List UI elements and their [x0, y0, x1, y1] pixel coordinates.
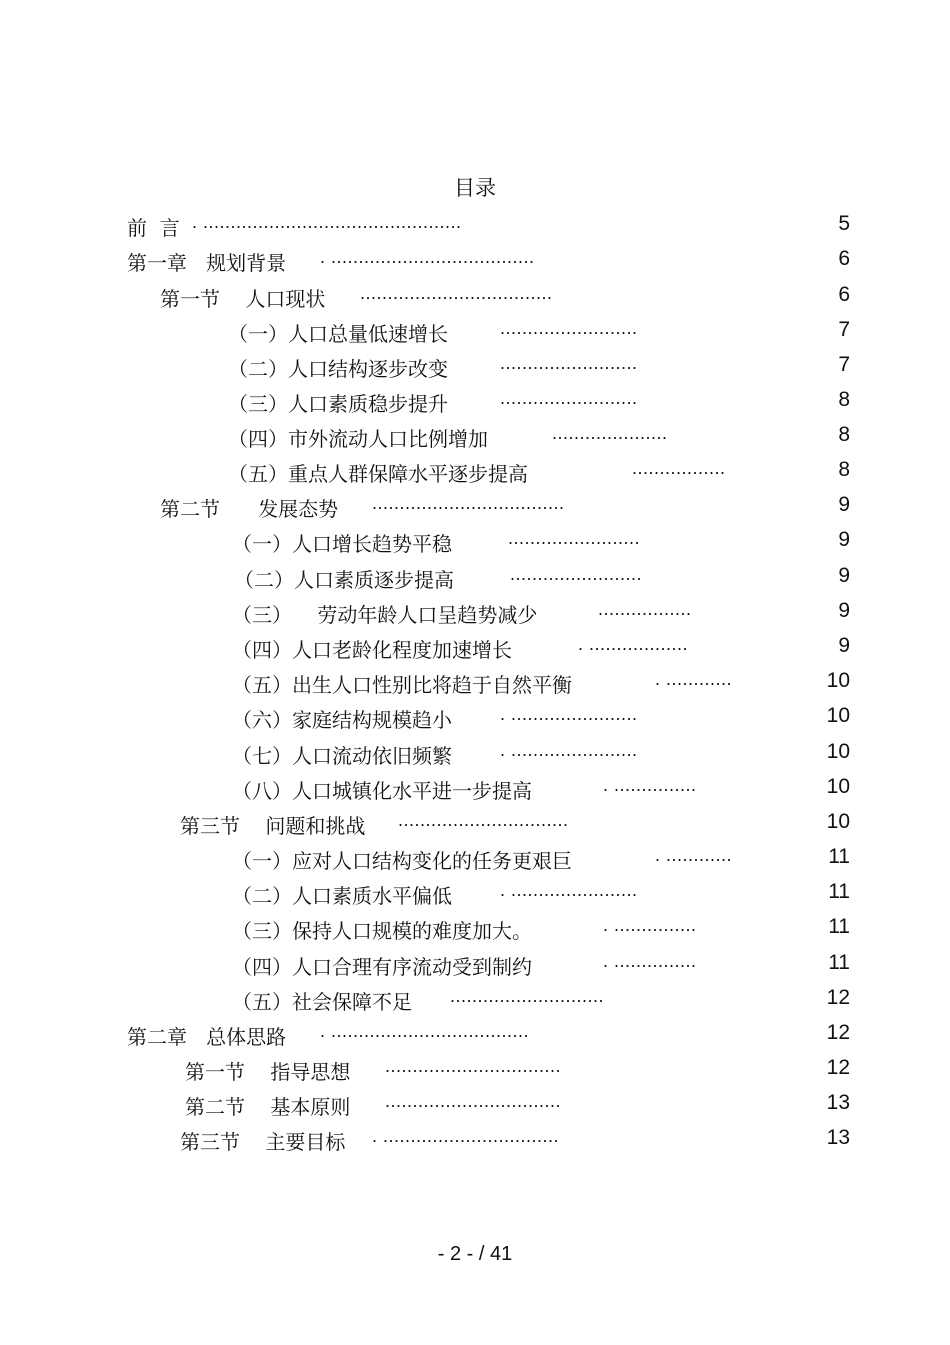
- toc-entry-label: 第三节 主要目标: [180, 1130, 346, 1154]
- toc-dot-leader: . ................................: [372, 1126, 560, 1146]
- toc-dot-leader: ...............................: [398, 810, 569, 830]
- toc-entry[interactable]: [0, 423, 950, 458]
- toc-entry[interactable]: [0, 388, 950, 423]
- toc-dot-leader: .........................: [500, 353, 638, 373]
- toc-dot-leader: .........................: [500, 318, 638, 338]
- toc-entry-label: （三）保持人口规模的难度加大。: [232, 919, 532, 943]
- toc-entry-label: （三） 劳动年龄人口呈趋势减少: [232, 603, 538, 627]
- toc-entry-label: （六）家庭结构规模趋小: [232, 708, 452, 732]
- toc-dot-leader: . ....................................: [320, 1021, 530, 1041]
- toc-entry[interactable]: [0, 493, 950, 528]
- toc-entry-label: （五）出生人口性别比将趋于自然平衡: [232, 673, 572, 697]
- toc-dot-leader: . .......................: [500, 740, 638, 760]
- toc-entry-page-number: 13: [826, 1091, 850, 1114]
- toc-dot-leader: ........................: [510, 564, 643, 584]
- toc-entry-label: （一）应对人口结构变化的任务更艰巨: [232, 849, 572, 873]
- toc-entry-page-number: 10: [826, 810, 850, 833]
- toc-entry[interactable]: [0, 810, 950, 845]
- toc-dot-leader: . .....................................: [320, 247, 535, 267]
- toc-dot-leader: .................: [598, 599, 692, 619]
- toc-entry-label: （二）人口素质水平偏低: [232, 884, 452, 908]
- toc-dot-leader: . ............: [655, 669, 733, 689]
- toc-entry-page-number: 9: [838, 493, 850, 516]
- toc-entry[interactable]: [0, 247, 950, 282]
- toc-dot-leader: .........................: [500, 388, 638, 408]
- toc-title: 目录: [454, 176, 496, 200]
- toc-entry-page-number: 8: [838, 388, 850, 411]
- toc-dot-leader: . ...............: [603, 775, 697, 795]
- toc-entry[interactable]: [0, 318, 950, 353]
- toc-entry[interactable]: [0, 669, 950, 704]
- toc-entry[interactable]: [0, 353, 950, 388]
- toc-entry-page-number: 12: [826, 1056, 850, 1079]
- toc-dot-leader: ........................: [508, 528, 641, 548]
- toc-entry-page-number: 10: [826, 704, 850, 727]
- toc-entry-page-number: 9: [838, 564, 850, 587]
- toc-entry[interactable]: [0, 212, 950, 247]
- toc-entry-page-number: 10: [826, 740, 850, 763]
- toc-dot-leader: . ..................: [578, 634, 689, 654]
- toc-entry[interactable]: [0, 1021, 950, 1056]
- toc-dot-leader: .................: [632, 458, 726, 478]
- toc-entry-page-number: 9: [838, 634, 850, 657]
- toc-entry[interactable]: [0, 880, 950, 915]
- toc-entry-page-number: 10: [826, 669, 850, 692]
- toc-entry-label: 第一节 指导思想: [185, 1060, 351, 1084]
- toc-entry-page-number: 10: [826, 775, 850, 798]
- toc-dot-leader: . .......................: [500, 880, 638, 900]
- toc-entry-page-number: 11: [828, 845, 850, 868]
- toc-entry-label: 第二节 发展态势: [160, 497, 339, 521]
- toc-entry[interactable]: [0, 1091, 950, 1126]
- toc-dot-leader: . ...............................................: [192, 212, 462, 232]
- toc-entry-label: （四）人口老龄化程度加速增长: [232, 638, 512, 662]
- toc-entry-label: 第二章 总体思路: [127, 1025, 287, 1049]
- toc-entry-page-number: 7: [838, 318, 850, 341]
- toc-entry[interactable]: [0, 528, 950, 563]
- toc-entry-page-number: 11: [828, 915, 850, 938]
- toc-entry-page-number: 6: [838, 283, 850, 306]
- toc-dot-leader: . .......................: [500, 704, 638, 724]
- toc-entry[interactable]: [0, 704, 950, 739]
- toc-entry[interactable]: [0, 283, 950, 318]
- toc-entry-page-number: 13: [826, 1126, 850, 1149]
- toc-entry-page-number: 5: [838, 212, 850, 235]
- toc-entry-label: （五）社会保障不足: [232, 990, 412, 1014]
- toc-dot-leader: ............................: [450, 986, 605, 1006]
- toc-entry-page-number: 8: [838, 458, 850, 481]
- toc-entry[interactable]: [0, 986, 950, 1021]
- toc-entry[interactable]: [0, 564, 950, 599]
- toc-dot-leader: . ............: [655, 845, 733, 865]
- toc-entry[interactable]: [0, 1056, 950, 1091]
- toc-entry-page-number: 7: [838, 353, 850, 376]
- toc-entry-label: （二）人口结构逐步改变: [228, 357, 448, 381]
- toc-entry[interactable]: [0, 951, 950, 986]
- toc-entry-page-number: 9: [838, 528, 850, 551]
- toc-dot-leader: . ...............: [603, 951, 697, 971]
- toc-entry[interactable]: [0, 775, 950, 810]
- toc-entry-label: （二）人口素质逐步提高: [234, 568, 454, 592]
- toc-dot-leader: ...................................: [360, 283, 553, 303]
- toc-entry-label: 第一节 人口现状: [160, 287, 326, 311]
- toc-dot-leader: . ...............: [603, 915, 697, 935]
- toc-entry-label: 第二节 基本原则: [185, 1095, 351, 1119]
- toc-entry-label: 第一章 规划背景: [127, 251, 287, 275]
- toc-entry-page-number: 12: [826, 1021, 850, 1044]
- toc-entry-page-number: 12: [826, 986, 850, 1009]
- toc-entry-label: （五）重点人群保障水平逐步提高: [228, 462, 528, 486]
- toc-entry-label: （七）人口流动依旧频繁: [232, 744, 452, 768]
- toc-dot-leader: .....................: [552, 423, 668, 443]
- toc-entry-label: （三）人口素质稳步提升: [228, 392, 448, 416]
- toc-entry[interactable]: [0, 634, 950, 669]
- toc-dot-leader: ................................: [385, 1091, 562, 1111]
- toc-entry[interactable]: [0, 845, 950, 880]
- toc-entry-label: （八）人口城镇化水平进一步提高: [232, 779, 532, 803]
- page-number-footer: - 2 - / 41: [437, 1243, 513, 1265]
- toc-entry-label: 前 言: [127, 216, 180, 240]
- toc-entry[interactable]: [0, 1126, 950, 1161]
- toc-entry[interactable]: [0, 915, 950, 950]
- toc-entry-page-number: 11: [828, 880, 850, 903]
- toc-entry[interactable]: [0, 740, 950, 775]
- toc-entry-label: （一）人口增长趋势平稳: [232, 532, 452, 556]
- toc-entry-page-number: 11: [828, 951, 850, 974]
- toc-entry-label: （一）人口总量低速增长: [228, 322, 448, 346]
- toc-dot-leader: ...................................: [372, 493, 565, 513]
- toc-entry[interactable]: [0, 458, 950, 493]
- toc-entry-label: （四）市外流动人口比例增加: [228, 427, 488, 451]
- toc-entry-label: （四）人口合理有序流动受到制约: [232, 955, 532, 979]
- toc-entry-page-number: 6: [838, 247, 850, 270]
- toc-dot-leader: ................................: [385, 1056, 562, 1076]
- toc-entry-label: 第三节 问题和挑战: [180, 814, 366, 838]
- toc-entry[interactable]: [0, 599, 950, 634]
- toc-entry-page-number: 8: [838, 423, 850, 446]
- toc-entry-page-number: 9: [838, 599, 850, 622]
